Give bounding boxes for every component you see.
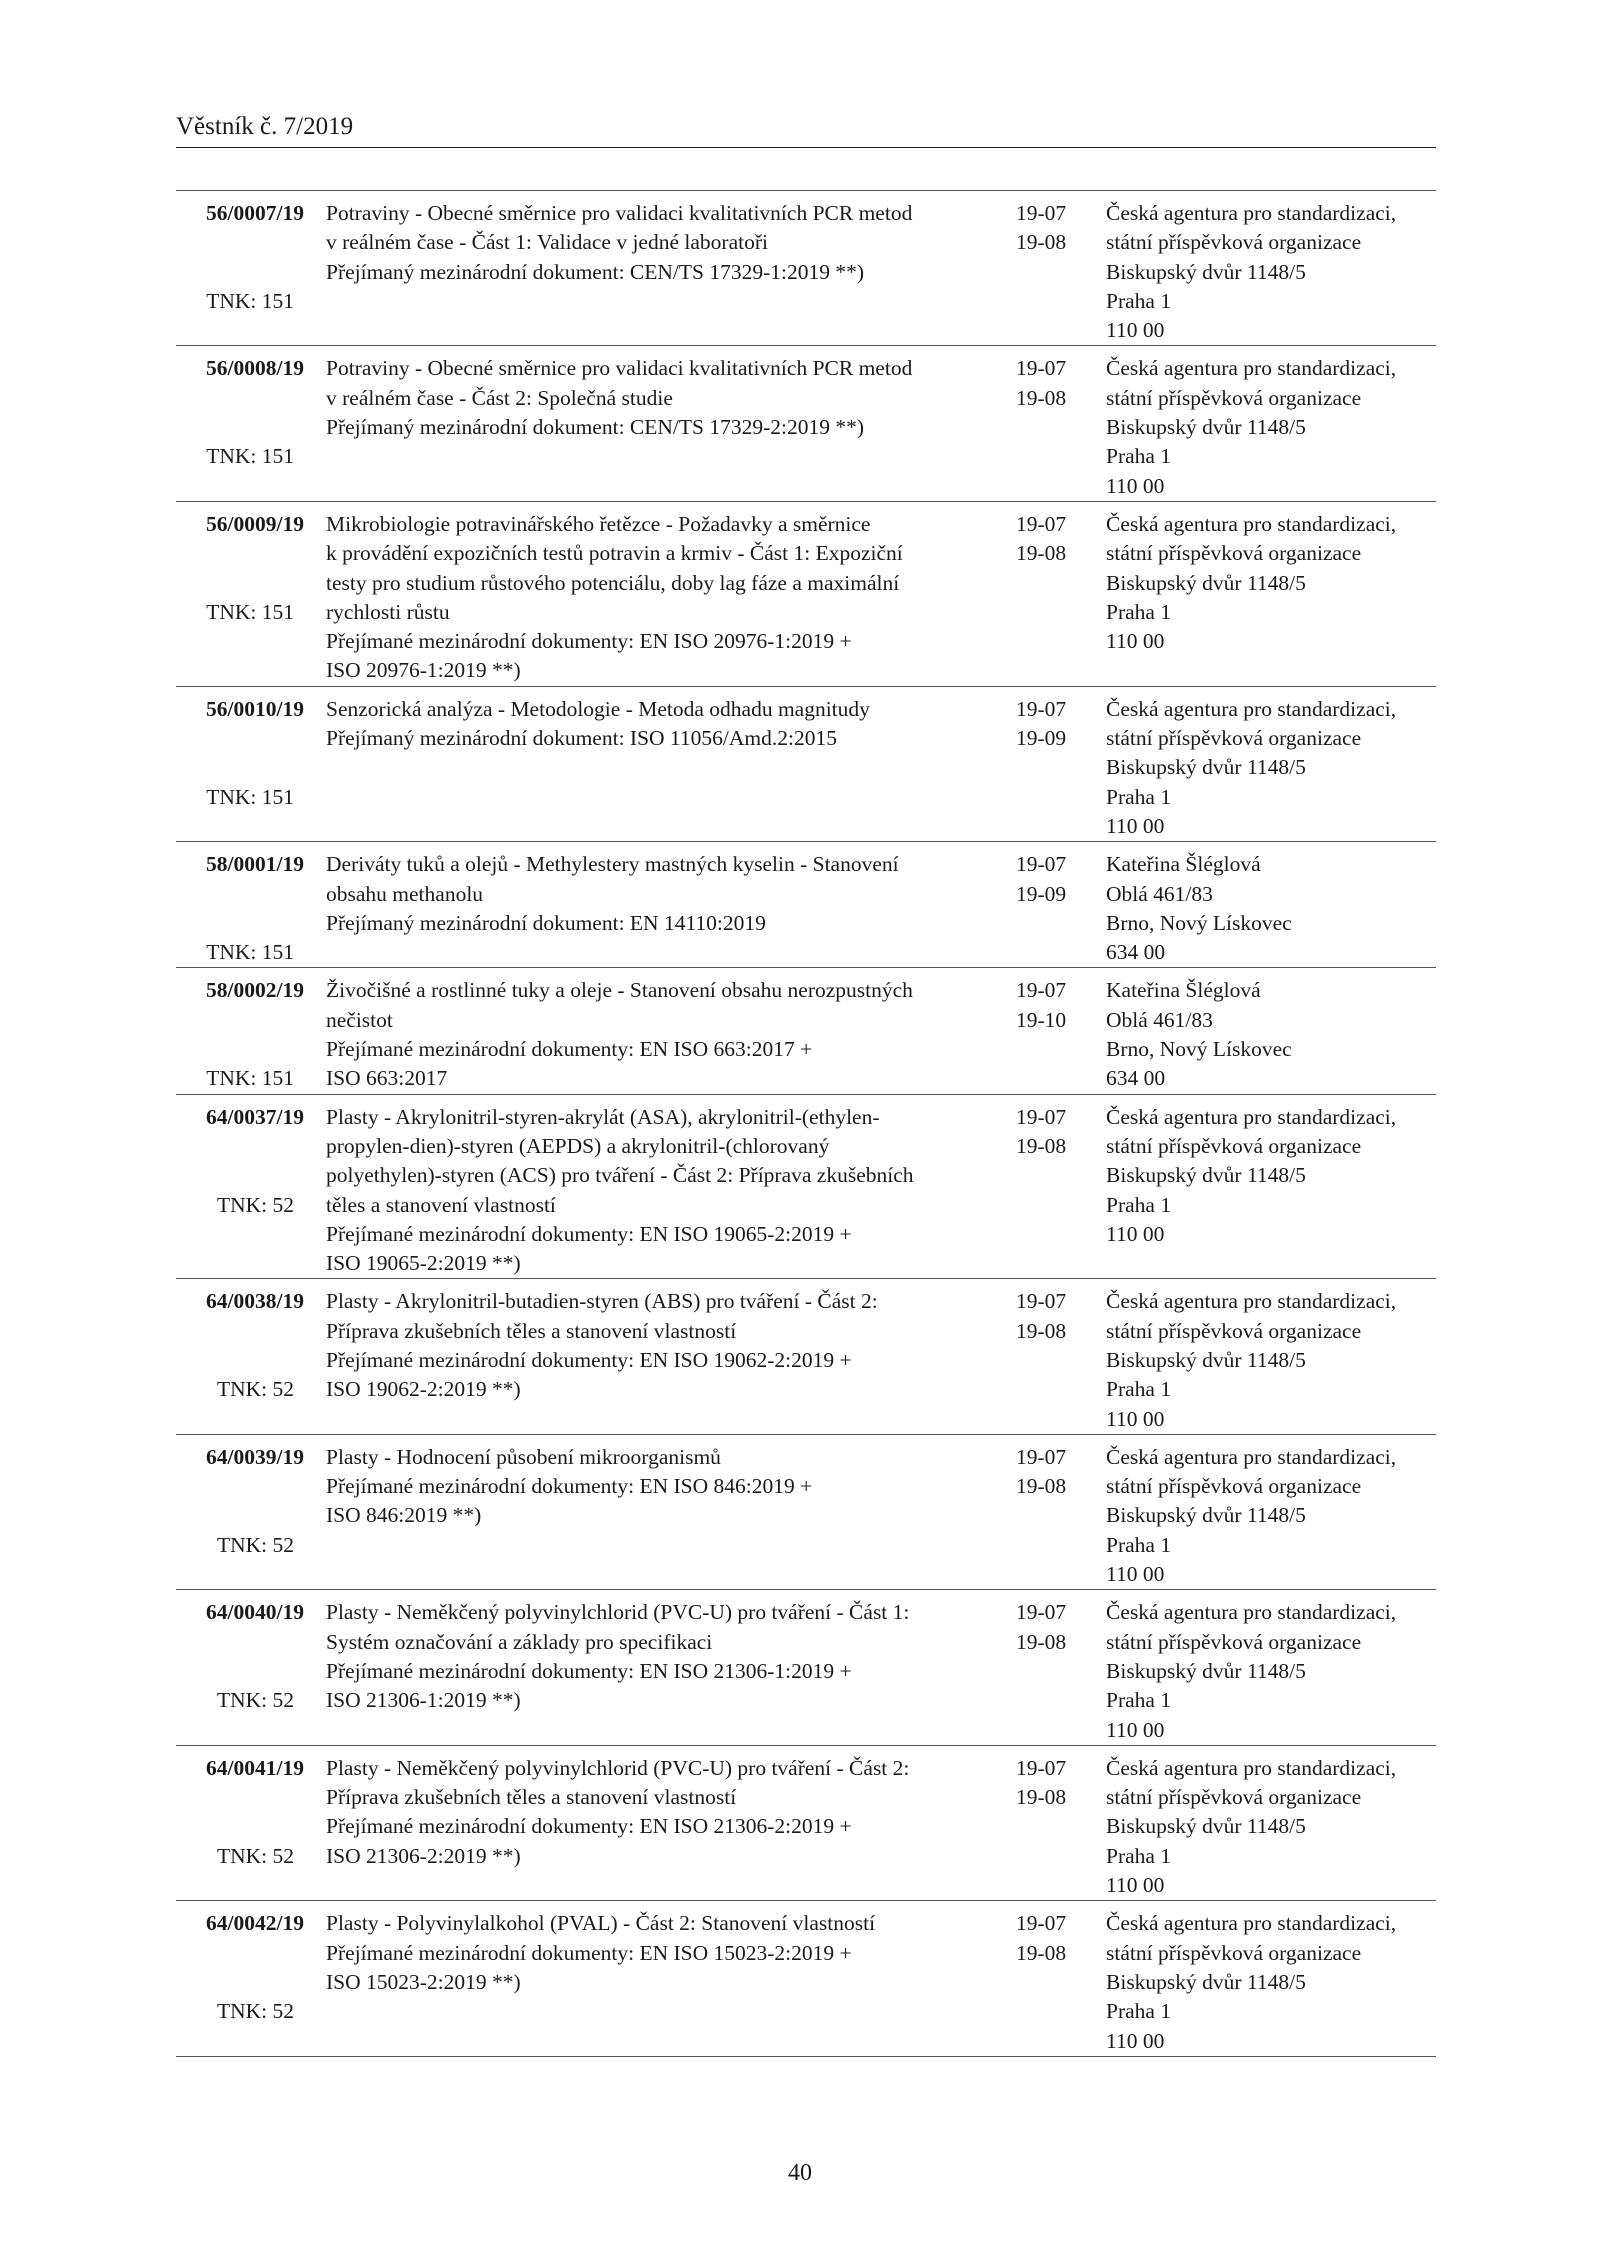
tnk-label: TNK: 52 [216, 1532, 294, 1557]
processor-address [1106, 1103, 1446, 1249]
date-line: 19-08 [1016, 1940, 1067, 1965]
date-line: 19-07 [1016, 978, 1067, 1003]
title-line: Plasty - Hodnocení působení mikroorganismů [326, 1444, 721, 1469]
address-line: státní příspěvková organizace [1106, 726, 1362, 751]
standards-list [176, 190, 1436, 2057]
publication-title: Věstník č. 7/2019 [176, 113, 354, 140]
date-line: 19-09 [1016, 881, 1067, 906]
address-line: Praha 1 [1106, 784, 1172, 809]
tnk-label: TNK: 151 [206, 288, 294, 313]
standard-id: 58/0001/19 [206, 852, 304, 877]
address-line: Biskupský dvůr 1148/5 [1106, 1969, 1306, 1994]
standard-dates [1016, 850, 1096, 909]
processor-address [1106, 976, 1446, 1093]
date-line: 19-08 [1016, 1318, 1067, 1343]
address-line: Česká agentura pro standardizaci, [1106, 201, 1397, 225]
address-line: 110 00 [1106, 2028, 1165, 2053]
standard-dates [1016, 976, 1096, 1035]
title-line: Potraviny - Obecné směrnice pro validaci kvalitativních PCR metod [326, 356, 913, 381]
date-line: 19-07 [1016, 511, 1067, 536]
title-line: Potraviny - Obecné směrnice pro validaci kvalitativních PCR metod [326, 201, 913, 225]
address-line: Česká agentura pro standardizaci, [1106, 696, 1397, 721]
tnk-label: TNK: 151 [206, 1066, 294, 1091]
standard-entry [176, 190, 1436, 345]
processor-address [1106, 510, 1446, 656]
address-line: Biskupský dvůr 1148/5 [1106, 1347, 1306, 1372]
date-line: 19-07 [1016, 201, 1067, 225]
address-line: státní příspěvková organizace [1106, 1940, 1362, 1965]
title-line: Přejímaný mezinárodní dokument: CEN/TS 17329-1:2019 **) [326, 259, 865, 284]
processor-address [1106, 695, 1446, 841]
page-number: 40 [788, 2160, 812, 2186]
list-end-divider [176, 2056, 1436, 2057]
title-line: Živočišné a rostlinné tuky a oleje - Stanovení obsahu nerozpustných [326, 978, 913, 1003]
standard-entry [176, 1434, 1436, 1589]
title-line: ISO 15023-2:2019 **) [326, 1969, 521, 1994]
address-line: Česká agentura pro standardizaci, [1106, 1600, 1397, 1625]
processor-address [1106, 1443, 1446, 1589]
title-line: těles a stanovení vlastností [326, 1192, 556, 1217]
title-line: Přejímaný mezinárodní dokument: ISO 11056/Amd.2:2015 [326, 726, 837, 751]
standard-id: 58/0002/19 [206, 978, 304, 1003]
address-line: Česká agentura pro standardizaci, [1106, 1755, 1397, 1780]
address-line: Biskupský dvůr 1148/5 [1106, 570, 1306, 595]
standard-entry [176, 1094, 1436, 1279]
tnk-label: TNK: 151 [206, 599, 294, 624]
standard-entry [176, 1278, 1436, 1433]
address-line: státní příspěvková organizace [1106, 230, 1362, 255]
address-line: Brno, Nový Lískovec [1106, 1037, 1292, 1062]
date-line: 19-07 [1016, 1755, 1067, 1780]
title-line: Plasty - Polyvinylalkohol (PVAL) - Část 2: Stanovení vlastností [326, 1911, 876, 1936]
tnk-label: TNK: 52 [216, 1377, 294, 1402]
title-line: ISO 20976-1:2019 **) [326, 658, 521, 683]
standard-dates [1016, 1103, 1096, 1162]
address-line: Praha 1 [1106, 1999, 1172, 2024]
standard-id: 56/0010/19 [206, 696, 304, 721]
standard-entry [176, 1745, 1436, 1900]
address-line: 110 00 [1106, 473, 1165, 498]
header-divider [176, 147, 1436, 148]
title-line: obsahu methanolu [326, 881, 484, 906]
date-line: 19-07 [1016, 1600, 1067, 1625]
title-line: Přejímané mezinárodní dokumenty: EN ISO 846:2019 + [326, 1474, 813, 1499]
title-line: Deriváty tuků a olejů - Methylestery mastných kyselin - Stanovení [326, 852, 899, 877]
address-line: Praha 1 [1106, 1377, 1172, 1402]
title-line: v reálném čase - Část 1: Validace v jedné laboratoři [326, 230, 768, 255]
title-line: nečistot [326, 1007, 393, 1032]
title-line: propylen-dien)-styren (AEPDS) a akrylonitril-(chlorovaný [326, 1133, 830, 1158]
title-line: Senzorická analýza - Metodologie - Metoda odhadu magnitudy [326, 696, 870, 721]
standard-entry [176, 345, 1436, 500]
date-line: 19-08 [1016, 1474, 1067, 1499]
address-line: Praha 1 [1106, 1843, 1172, 1868]
address-line: Česká agentura pro standardizaci, [1106, 1104, 1397, 1129]
title-line: Plasty - Akrylonitril-butadien-styren (ABS) pro tváření - Část 2: [326, 1289, 878, 1314]
title-line: Přejímané mezinárodní dokumenty: EN ISO 20976-1:2019 + [326, 629, 852, 654]
standard-dates [1016, 695, 1096, 754]
standard-entry [176, 841, 1436, 967]
address-line: Brno, Nový Lískovec [1106, 910, 1292, 935]
address-line: státní příspěvková organizace [1106, 1474, 1362, 1499]
processor-address [1106, 1598, 1446, 1744]
title-line: Systém označování a základy pro specifikaci [326, 1629, 713, 1654]
date-line: 19-08 [1016, 541, 1067, 566]
title-line: ISO 846:2019 **) [326, 1503, 482, 1528]
address-line: Biskupský dvůr 1148/5 [1106, 1814, 1306, 1839]
standard-id: 64/0038/19 [206, 1289, 304, 1314]
title-line: Plasty - Akrylonitril-styren-akrylát (ASA), akrylonitril-(ethylen- [326, 1104, 880, 1129]
standard-dates [1016, 199, 1096, 258]
date-line: 19-07 [1016, 696, 1067, 721]
date-line: 19-07 [1016, 356, 1067, 381]
processor-address [1106, 354, 1446, 500]
standard-dates [1016, 1598, 1096, 1657]
address-line: Biskupský dvůr 1148/5 [1106, 1503, 1306, 1528]
address-line: Česká agentura pro standardizaci, [1106, 511, 1397, 536]
date-line: 19-07 [1016, 852, 1067, 877]
title-line: testy pro studium růstového potenciálu, doby lag fáze a maximální [326, 570, 900, 595]
processor-address [1106, 1754, 1446, 1900]
address-line: Česká agentura pro standardizaci, [1106, 1911, 1397, 1936]
title-line: Přejímané mezinárodní dokumenty: EN ISO 19062-2:2019 + [326, 1347, 852, 1372]
address-line: 110 00 [1106, 1562, 1165, 1587]
title-line: ISO 21306-2:2019 **) [326, 1843, 521, 1868]
standard-dates [1016, 1909, 1096, 1968]
standard-id: 56/0007/19 [206, 201, 304, 225]
tnk-label: TNK: 52 [216, 1688, 294, 1713]
standard-entry [176, 1900, 1436, 2055]
title-line: ISO 19062-2:2019 **) [326, 1377, 521, 1402]
tnk-label: TNK: 151 [206, 444, 294, 469]
tnk-label: TNK: 52 [216, 1192, 294, 1217]
address-line: Biskupský dvůr 1148/5 [1106, 1658, 1306, 1683]
address-line: Praha 1 [1106, 599, 1172, 624]
tnk-label: TNK: 52 [216, 1843, 294, 1868]
date-line: 19-09 [1016, 726, 1067, 751]
address-line: Praha 1 [1106, 444, 1172, 469]
address-line: Praha 1 [1106, 1688, 1172, 1713]
tnk-label: TNK: 151 [206, 940, 294, 965]
address-line: Oblá 461/83 [1106, 1007, 1213, 1032]
standard-id: 56/0008/19 [206, 356, 304, 381]
address-line: Praha 1 [1106, 1192, 1172, 1217]
address-line: státní příspěvková organizace [1106, 541, 1362, 566]
standard-id: 64/0042/19 [206, 1911, 304, 1936]
title-line: Plasty - Neměkčený polyvinylchlorid (PVC-U) pro tváření - Část 1: [326, 1600, 910, 1625]
title-line: Přejímané mezinárodní dokumenty: EN ISO 21306-2:2019 + [326, 1814, 852, 1839]
date-line: 19-08 [1016, 385, 1067, 410]
standard-dates [1016, 1754, 1096, 1813]
title-line: Přejímaný mezinárodní dokument: CEN/TS 17329-2:2019 **) [326, 415, 865, 440]
address-line: 110 00 [1106, 629, 1165, 654]
address-line: Česká agentura pro standardizaci, [1106, 1444, 1397, 1469]
address-line: Biskupský dvůr 1148/5 [1106, 1163, 1306, 1188]
standard-entry [176, 967, 1436, 1093]
title-line: Přejímané mezinárodní dokumenty: EN ISO 663:2017 + [326, 1037, 813, 1062]
title-line: Mikrobiologie potravinářského řetězce - Požadavky a směrnice [326, 511, 871, 536]
standard-id: 56/0009/19 [206, 511, 304, 536]
processor-address [1106, 199, 1446, 345]
title-line: Přejímaný mezinárodní dokument: EN 14110:2019 [326, 910, 766, 935]
address-line: Česká agentura pro standardizaci, [1106, 356, 1397, 381]
date-line: 19-08 [1016, 1133, 1067, 1158]
title-line: Plasty - Neměkčený polyvinylchlorid (PVC-U) pro tváření - Část 2: [326, 1755, 910, 1780]
title-line: v reálném čase - Část 2: Společná studie [326, 385, 673, 410]
address-line: státní příspěvková organizace [1106, 1133, 1362, 1158]
standard-entry [176, 501, 1436, 686]
address-line: 110 00 [1106, 1873, 1165, 1898]
address-line: Kateřina Šléglová [1106, 852, 1261, 877]
processor-address [1106, 1909, 1446, 2055]
processor-address [1106, 850, 1446, 967]
address-line: 110 00 [1106, 813, 1165, 838]
address-line: 634 00 [1106, 1066, 1166, 1091]
standard-entry [176, 686, 1436, 841]
address-line: Kateřina Šléglová [1106, 978, 1261, 1003]
date-line: 19-08 [1016, 230, 1067, 255]
standard-dates [1016, 354, 1096, 413]
address-line: státní příspěvková organizace [1106, 1785, 1362, 1810]
title-line: ISO 663:2017 [326, 1066, 448, 1091]
standard-entry [176, 1589, 1436, 1744]
title-line: k provádění expozičních testů potravin a krmiv - Část 1: Expoziční [326, 541, 903, 566]
title-line: ISO 19065-2:2019 **) [326, 1251, 521, 1276]
processor-address [1106, 1287, 1446, 1433]
address-line: Praha 1 [1106, 288, 1172, 313]
address-line: Praha 1 [1106, 1532, 1172, 1557]
title-line: rychlosti růstu [326, 599, 450, 624]
address-line: Oblá 461/83 [1106, 881, 1213, 906]
standard-id: 64/0041/19 [206, 1755, 304, 1780]
standard-id: 64/0037/19 [206, 1104, 304, 1129]
address-line: Biskupský dvůr 1148/5 [1106, 755, 1306, 780]
address-line: 634 00 [1106, 940, 1166, 965]
date-line: 19-08 [1016, 1785, 1067, 1810]
title-line: ISO 21306-1:2019 **) [326, 1688, 521, 1713]
standard-id: 64/0039/19 [206, 1444, 304, 1469]
title-line: polyethylen)-styren (ACS) pro tváření - Část 2: Příprava zkušebních [326, 1163, 914, 1188]
date-line: 19-07 [1016, 1104, 1067, 1129]
address-line: 110 00 [1106, 318, 1165, 343]
address-line: státní příspěvková organizace [1106, 1629, 1362, 1654]
title-line: Přejímané mezinárodní dokumenty: EN ISO 15023-2:2019 + [326, 1940, 852, 1965]
address-line: Biskupský dvůr 1148/5 [1106, 415, 1306, 440]
date-line: 19-10 [1016, 1007, 1067, 1032]
address-line: 110 00 [1106, 1221, 1165, 1246]
title-line: Příprava zkušebních těles a stanovení vlastností [326, 1785, 737, 1810]
date-line: 19-07 [1016, 1289, 1067, 1314]
address-line: státní příspěvková organizace [1106, 1318, 1362, 1343]
standard-dates [1016, 1287, 1096, 1346]
address-line: 110 00 [1106, 1406, 1165, 1431]
address-line: státní příspěvková organizace [1106, 385, 1362, 410]
date-line: 19-08 [1016, 1629, 1067, 1654]
address-line: Biskupský dvůr 1148/5 [1106, 259, 1306, 284]
tnk-label: TNK: 52 [216, 1999, 294, 2024]
address-line: Česká agentura pro standardizaci, [1106, 1289, 1397, 1314]
standard-id: 64/0040/19 [206, 1600, 304, 1625]
title-line: Příprava zkušebních těles a stanovení vlastností [326, 1318, 737, 1343]
tnk-label: TNK: 151 [206, 784, 294, 809]
address-line: 110 00 [1106, 1717, 1165, 1742]
title-line: Přejímané mezinárodní dokumenty: EN ISO 19065-2:2019 + [326, 1221, 852, 1246]
date-line: 19-07 [1016, 1444, 1067, 1469]
standard-dates [1016, 510, 1096, 569]
standard-dates [1016, 1443, 1096, 1502]
date-line: 19-07 [1016, 1911, 1067, 1936]
title-line: Přejímané mezinárodní dokumenty: EN ISO 21306-1:2019 + [326, 1658, 852, 1683]
